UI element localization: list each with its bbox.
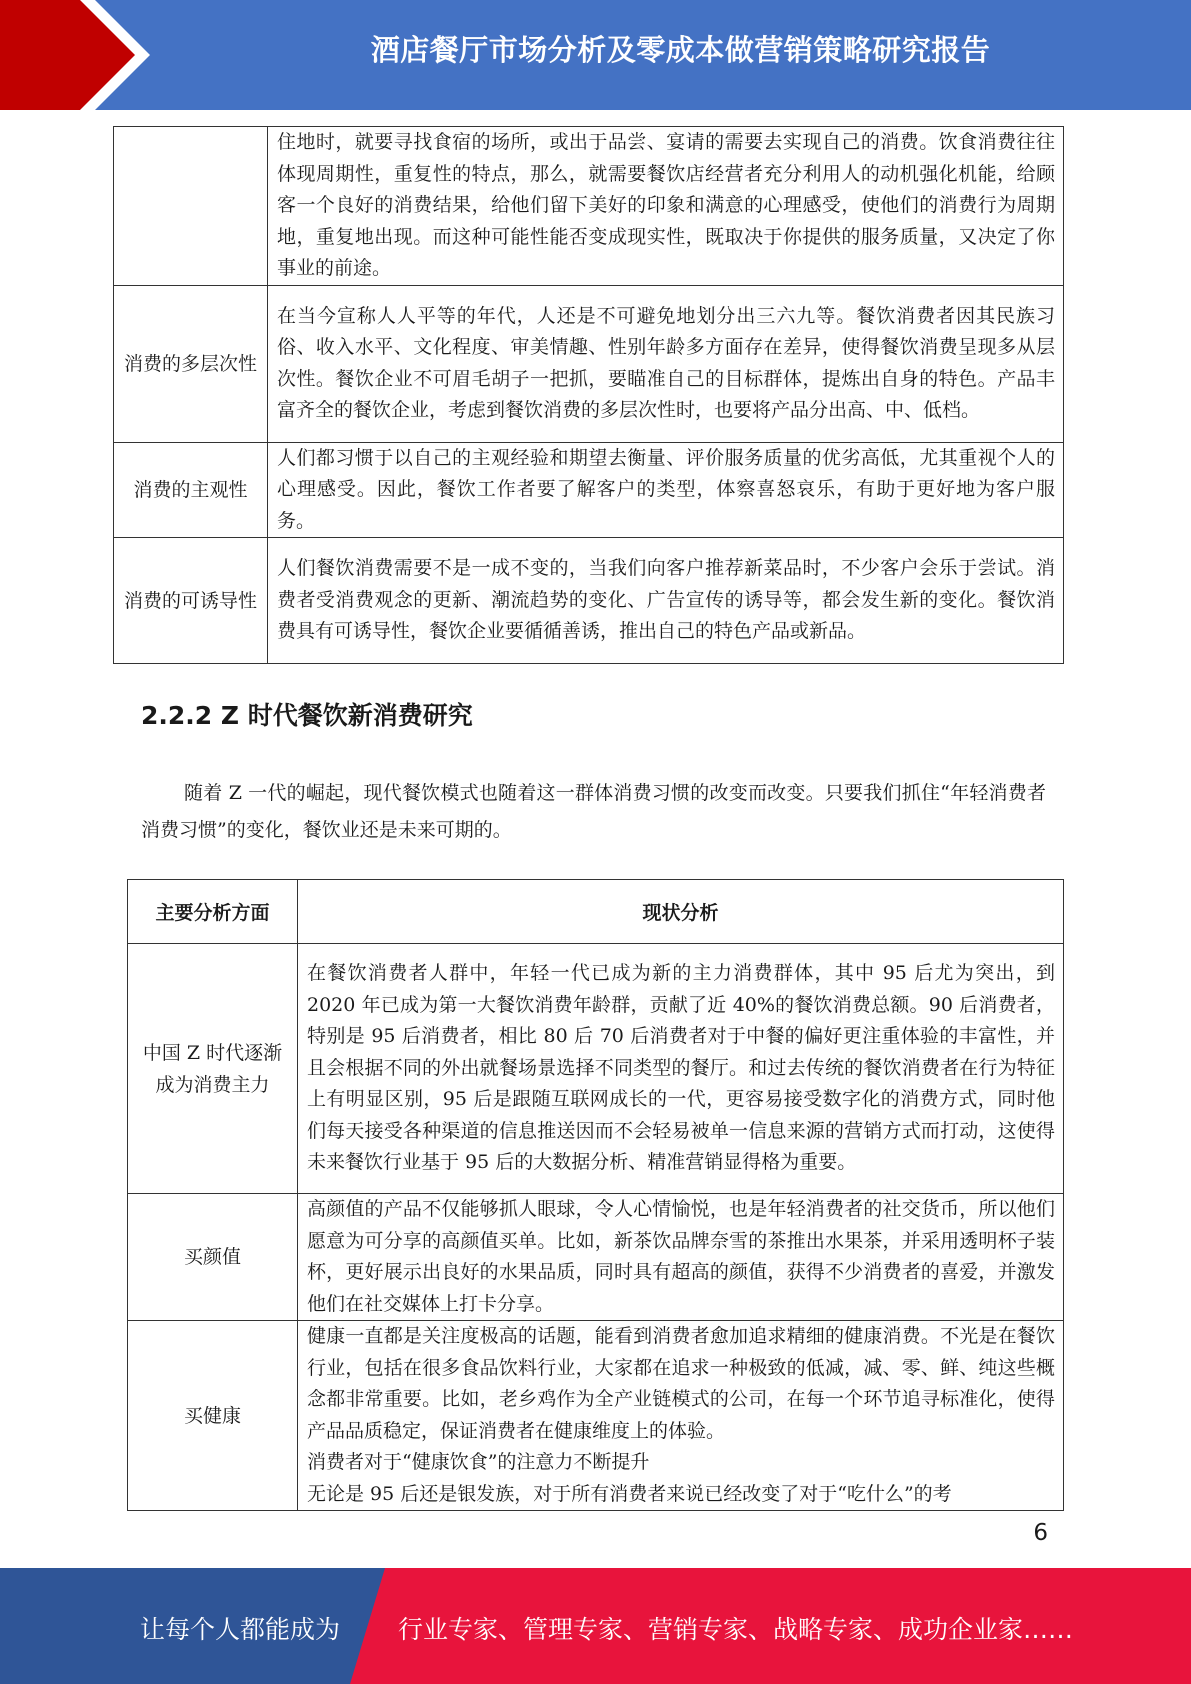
section-heading: 2.2.2 Z 时代餐饮新消费研究 (141, 701, 473, 730)
row-text: 高颜值的产品不仅能够抓人眼球，令人心情愉悦，也是年轻消费者的社交货币，所以他们愿意为可分享的高颜值买单。比如，新茶饮品牌奈雪的茶推出水果茶，并采用透明杯子装杯，更好展示出良好的水果品质，同时具有超高的颜值，获得不少消费者的喜爱，并激发他们在社交媒体上打卡分享。 (298, 1194, 1064, 1321)
section-paragraph: 随着 Z 一代的崛起，现代餐饮模式也随着这一群体消费习惯的改变而改变。只要我们抓住“年轻消费者消费习惯”的变化，餐饮业还是未来可期的。 (141, 782, 1046, 841)
row-text: 健康一直都是关注度极高的话题，能看到消费者愈加追求精细的健康消费。不光是在餐饮行业，包括在很多食品饮料行业，大家都在追求一种极致的低减，减、零、鲜、纯这些概念都非常重要。比如，老乡鸡作为全产业链模式的公司，在每一个环节追寻标准化，使得产品品质稳定，保证消费者在健康维度上的体验。 (307, 1325, 1055, 1442)
z-generation-analysis-table (127, 879, 1064, 1511)
row-label (114, 127, 268, 286)
row-label: 中国 Z 时代逐渐成为消费主力 (128, 944, 298, 1194)
table-row (114, 538, 1064, 664)
table-row (128, 944, 1064, 1194)
row-text: 人们都习惯于以自己的主观经验和期望去衡量、评价服务质量的优劣高低，尤其重视个人的心理感受。因此，餐饮工作者要了解客户的类型，体察喜怒哀乐，有助于更好地为客户服务。 (268, 442, 1064, 538)
column-header: 主要分析方面 (128, 880, 298, 944)
footer-slogan-right: 行业专家、管理专家、营销专家、战略专家、成功企业家…… (398, 1615, 1074, 1644)
table-header-row (128, 880, 1064, 944)
row-text: 在餐饮消费者人群中，年轻一代已成为新的主力消费群体，其中 95 后尤为突出，到 2020 年已成为第一大餐饮消费年龄群，贡献了近 40%的餐饮消费总额。90 后消费者，特别是 95 后消费者，相比 80 后 70 后消费者对于中餐的偏好更注重体验的丰富性，并且会根据不同的外出就餐场景选择不同类型的餐厅。和过去传统的餐饮消费者在行为特征上有明显区别，95 后是跟随互联网成长的一代，更容易接受数字化的消费方式，同时他们每天接受各种渠道的信息推送因而不会轻易被单一信息来源的营销方式而打动，这使得未来餐饮行业基于 95 后的大数据分析、精准营销显得格为重要。 (298, 944, 1064, 1194)
row-text-group (298, 1321, 1064, 1511)
footer-slogan-left: 让每个人都能成为 (140, 1615, 341, 1644)
row-text: 住地时，就要寻找食宿的场所，或出于品尝、宴请的需要去实现自己的消费。饮食消费往往体现周期性，重复性的特点，那么，就需要餐饮店经营者充分利用人的动机强化机能，给顾客一个良好的消费结果，给他们留下美好的印象和满意的心理感受，使他们的消费行为周期地，重复地出现。而这种可能性能否变成现实性，既取决于你提供的服务质量，又决定了你事业的前途。 (268, 127, 1064, 286)
row-label: 消费的多层次性 (114, 285, 268, 442)
row-text: 人们餐饮消费需要不是一成不变的，当我们向客户推荐新菜品时，不少客户会乐于尝试。消费者受消费观念的更新、潮流趋势的变化、广告宣传的诱导等，都会发生新的变化。餐饮消费具有可诱导性，餐饮企业要循循善诱，推出自己的特色产品或新品。 (268, 538, 1064, 664)
report-title: 酒店餐厅市场分析及零成本做营销策略研究报告 (370, 33, 991, 67)
row-label: 消费的主观性 (114, 442, 268, 538)
table-row (114, 127, 1064, 286)
table-row (114, 442, 1064, 538)
header-arrow-decoration (0, 0, 150, 110)
consumption-traits-table (113, 126, 1064, 664)
column-header: 现状分析 (298, 880, 1064, 944)
row-subheading: 消费者对于“健康饮食”的注意力不断提升 (307, 1451, 650, 1473)
row-text-continued: 无论是 95 后还是银发族，对于所有消费者来说已经改变了对于“吃什么”的考 (307, 1482, 952, 1505)
table-row (128, 1194, 1064, 1321)
row-label: 消费的可诱导性 (114, 538, 268, 664)
page-header (0, 0, 1191, 110)
row-text: 在当今宣称人人平等的年代，人还是不可避免地划分出三六九等。餐饮消费者因其民族习俗、收入水平、文化程度、审美情趣、性别年龄多方面存在差异，使得餐饮消费呈现多从层次性。餐饮企业不可眉毛胡子一把抓，要瞄准自己的目标群体，提炼出自身的特色。产品丰富齐全的餐饮企业，考虑到餐饮消费的多层次性时，也要将产品分出高、中、低档。 (268, 285, 1064, 442)
table-row (128, 1321, 1064, 1511)
page-number: 6 (1033, 1520, 1048, 1546)
table-row (114, 285, 1064, 442)
row-label: 买颜值 (128, 1194, 298, 1321)
row-label: 买健康 (128, 1321, 298, 1511)
